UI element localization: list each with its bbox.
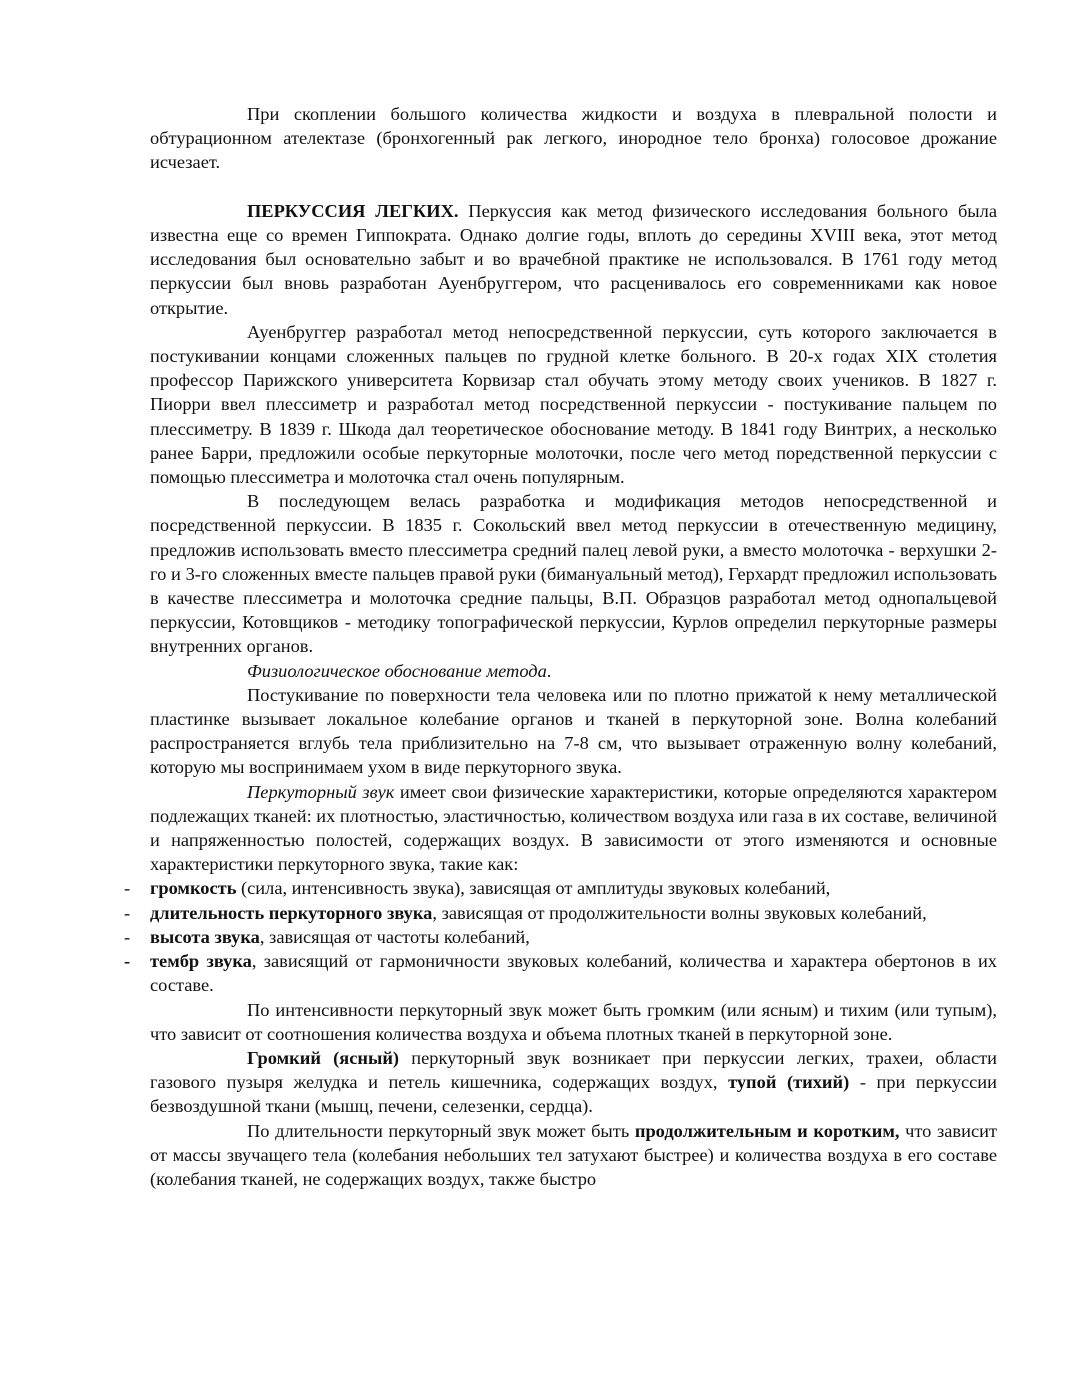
bold-term: Громкий (ясный) — [247, 1047, 400, 1068]
list-item-text: , зависящий от гармоничности звуковых колебаний, количества и характера обертонов в их составе. — [150, 951, 997, 996]
paragraph-text: Перкуссия как метод физического исследования больного была известна еще со времен Гиппократа. Однако долгие годы, вплоть до середины XVIII века, этот метод исследования был основательно забыт и во врачебной практике не использовался. В 1761 году метод перкуссии был вновь разработан Ауенбруггером, что расценивалось его современниками как новое открытие. — [150, 200, 998, 318]
list-item-text: , зависящая от продолжительности волны звуковых колебаний, — [432, 902, 927, 923]
paragraph-text: имеет свои физические характеристики, которые определяются характером подлежащих тканей: их плотностью, эластичностью, количеством воздуха или газа в их составе, величиной и напряженностью полостей, содержащих воздух. В зависимости от этого изменяются и основные характеристики перкуторного звука, такие как: — [150, 781, 998, 875]
list-item — [124, 901, 997, 925]
paragraph-development: В последующем велась разработка и модификация методов непосредственной и посредственной перкуссии. В 1835 г. Сокольский ввел метод перкуссии в отечественную медицину, предложив использовать вместо плессиметра средний палец левой руки, а вместо молоточка - верхушки 2-го и 3-го сложенных вместе пальцев правой руки (бимануальный метод), Герхардт предложил использовать в качестве плессиметра и молоточка средние пальцы, В.П. Образцов разработал метод однопальцевой перкуссии, Котовщиков - методику топографической перкуссии, Курлов определил перкуторные размеры внутренних органов. — [150, 491, 997, 657]
italic-subheading: Физиологическое обоснование метода — [247, 660, 547, 681]
characteristics-list — [124, 876, 997, 997]
list-item — [124, 925, 997, 949]
document-page — [124, 102, 998, 1191]
list-dash: - — [124, 878, 131, 899]
bold-term: тупой (тихий) — [728, 1072, 850, 1093]
paragraph-text: перкуторный звук возникает при перкуссии легких, трахеи, области газового пузыря желудка и петель кишечника, содержащих воздух, — [150, 1047, 997, 1093]
italic-term: Перкуторный звук — [247, 781, 395, 802]
paragraph-percussion-intro — [150, 199, 997, 320]
list-dash: - — [124, 902, 131, 923]
paragraph-text: - при перкуссии безвоздушной ткани (мышц, печени, селезенки, сердца). — [150, 1072, 997, 1117]
paragraph-text: что зависит от массы звучащего тела (колебания небольших тел затухают быстрее) и количества воздуха в его составе (колебания тканей, не содержащих воздух, также быстро — [150, 1120, 997, 1189]
bold-term: продолжительным и коротким, — [634, 1120, 900, 1141]
list-item-term: длительность перкуторного звука — [150, 902, 433, 923]
paragraph-gap — [150, 175, 997, 199]
paragraph-tapping: Постукивание по поверхности тела человека или по плотно прижатой к нему металлической пластинке вызывает локальное колебание органов и тканей в перкуторной зоне. Волна колебаний распространяется вглубь тела приблизительно на 7-8 см, что вызывает отраженную волну колебаний, которую мы воспринимаем ухом в виде перкуторного звука. — [150, 684, 997, 778]
list-item — [124, 949, 997, 997]
paragraph-text: По длительности перкуторный звук может быть — [247, 1120, 635, 1141]
paragraph-sound-characteristics — [150, 780, 997, 877]
paragraph-loud-dull — [150, 1046, 997, 1119]
paragraph-physiology-heading — [150, 659, 997, 683]
paragraph-duration — [150, 1119, 997, 1192]
list-item-text: (сила, интенсивность звука), зависящая от амплитуды звуковых колебаний, — [236, 878, 831, 899]
list-item-text: , зависящая от частоты колебаний, — [259, 926, 530, 947]
list-dash: - — [124, 926, 131, 947]
list-item — [124, 876, 997, 900]
paragraph-voice-tremor: При скоплении большого количества жидкости и воздуха в плевральной полости и обтурационном ателектазе (бронхогенный рак легкого, инородное тело бронха) голосовое дрожание исчезает. — [150, 104, 997, 173]
list-item-term: громкость — [150, 878, 237, 899]
subheading-period: . — [546, 660, 552, 681]
paragraph-auenbrugger: Ауенбруггер разработал метод непосредственной перкуссии, суть которого заключается в постукивании концами сложенных пальцев по грудной клетке больного. В 20-х годах XIX столетия профессор Парижского университета Корвизар стал обучать этому методу своих учеников. В 1827 г. Пиорри ввел плессиметр и разработал метод посредственной перкуссии - постукивание пальцем по плессиметру. В 1839 г. Шкода дал теоретическое обоснование методу. В 1841 году Винтрих, а несколько ранее Барри, предложили особые перкуторные молоточки, после чего метод поредственной перкуссии с помощью плессиметра и молоточка стал очень популярным. — [150, 321, 997, 488]
list-item-term: тембр звука — [150, 951, 252, 972]
list-dash: - — [124, 951, 131, 972]
paragraph-intensity: По интенсивности перкуторный звук может быть громким (или ясным) и тихим (или тупым), что зависит от соотношения количества воздуха и объема плотных тканей в перкуторной зоне. — [150, 999, 997, 1044]
section-heading: ПЕРКУССИЯ ЛЕГКИХ. — [247, 200, 459, 221]
list-item-term: высота звука — [150, 926, 260, 947]
